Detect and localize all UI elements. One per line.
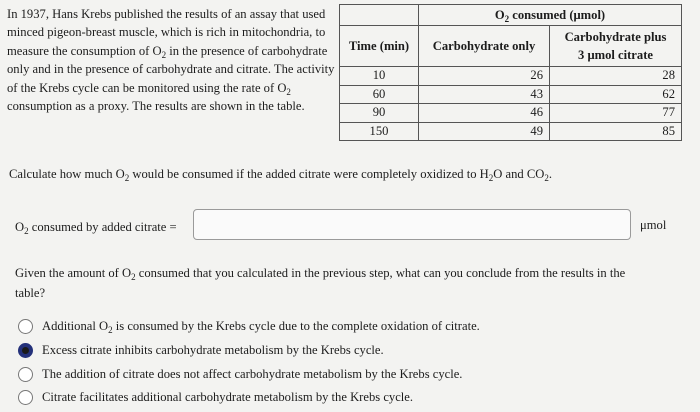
option-label: Citrate facilitates additional carbohydrate metabolism by the Krebs cycle. xyxy=(42,390,414,404)
option-label: The addition of citrate does not affect carbohydrate metabolism by the Krebs cycle. xyxy=(42,367,463,381)
time-cell: 60 xyxy=(340,85,419,104)
question-calculate xyxy=(9,167,552,182)
subscript: 2 xyxy=(504,13,510,24)
subscript: 2 xyxy=(131,272,136,282)
subscript: 2 xyxy=(124,173,130,183)
carb-cell: 46 xyxy=(419,104,550,123)
radio-button-selected[interactable] xyxy=(18,343,33,358)
answer-label-text: O xyxy=(15,220,25,234)
citrate-o2-answer-input[interactable] xyxy=(193,209,631,240)
citrate-cell: 62 xyxy=(550,85,682,104)
intro-paragraph xyxy=(7,5,337,115)
carb-cell: 43 xyxy=(419,85,550,104)
subscript: 2 xyxy=(161,49,167,60)
answer-unit: μmol xyxy=(640,218,667,232)
subscript: 2 xyxy=(544,173,549,183)
time-cell: 90 xyxy=(340,104,419,123)
intro-text-1: In 1937, Hans Krebs published the results of an assay that used minced pigeon-breast muscle, which is rich in mitochondria, to measure the consumption of O xyxy=(7,7,326,58)
radio-button[interactable] xyxy=(18,319,33,334)
subscript: 2 xyxy=(488,173,494,183)
question-text: consumed that you calculated in the previous step, what can you conclude from the results in the table? xyxy=(15,266,626,300)
time-cell: 10 xyxy=(340,67,419,86)
table-header-empty xyxy=(340,5,419,26)
citrate-header-line2: 3 μmol citrate xyxy=(578,48,653,62)
question-text: Calculate how much O xyxy=(9,167,125,181)
column-header-carb: Carbohydrate only xyxy=(419,26,550,67)
intro-text-3: consumption as a proxy. The results are shown in the table. xyxy=(7,99,305,114)
citrate-cell: 28 xyxy=(550,67,682,86)
radio-button[interactable] xyxy=(18,390,33,405)
subscript: 2 xyxy=(286,86,291,97)
time-cell: 150 xyxy=(340,122,419,141)
question-text: . xyxy=(548,167,552,181)
citrate-cell: 85 xyxy=(550,122,682,141)
option-text: Additional O xyxy=(42,319,109,333)
table-row xyxy=(340,85,682,104)
citrate-header-line1: Carbohydrate plus xyxy=(564,30,667,44)
answer-label xyxy=(15,220,177,235)
question-conclusion xyxy=(15,263,655,303)
table-row xyxy=(340,67,682,86)
radio-button[interactable] xyxy=(18,367,33,382)
column-header-time: Time (min) xyxy=(340,26,419,67)
carb-cell: 49 xyxy=(419,122,550,141)
subscript: 2 xyxy=(24,226,29,236)
results-table xyxy=(339,4,682,141)
table-row xyxy=(340,122,682,141)
column-header-citrate xyxy=(550,26,682,67)
carb-cell: 26 xyxy=(419,67,550,86)
table-row xyxy=(340,104,682,123)
subscript: 2 xyxy=(108,325,113,335)
group-header-text: consumed (μmol) xyxy=(509,7,606,22)
intro-text-2: in the presence of carbohydrate only and in the presence of carbohydrate and citrate. The activity of the Krebs cycle can be monitored using the rate of O xyxy=(7,43,335,95)
citrate-cell: 77 xyxy=(550,104,682,123)
question-text: O and CO xyxy=(493,167,545,181)
option-text: is consumed by the Krebs cycle due to the complete oxidation of citrate. xyxy=(112,319,480,333)
group-header-text: O xyxy=(494,7,505,22)
option-label: Excess citrate inhibits carbohydrate metabolism by the Krebs cycle. xyxy=(42,343,384,357)
answer-label-text: consumed by added citrate = xyxy=(28,220,177,234)
question-text: would be consumed if the added citrate were completely oxidized to H xyxy=(129,167,489,181)
table-group-header xyxy=(419,5,682,26)
option-label xyxy=(42,319,480,334)
question-text: Given the amount of O xyxy=(15,266,132,280)
